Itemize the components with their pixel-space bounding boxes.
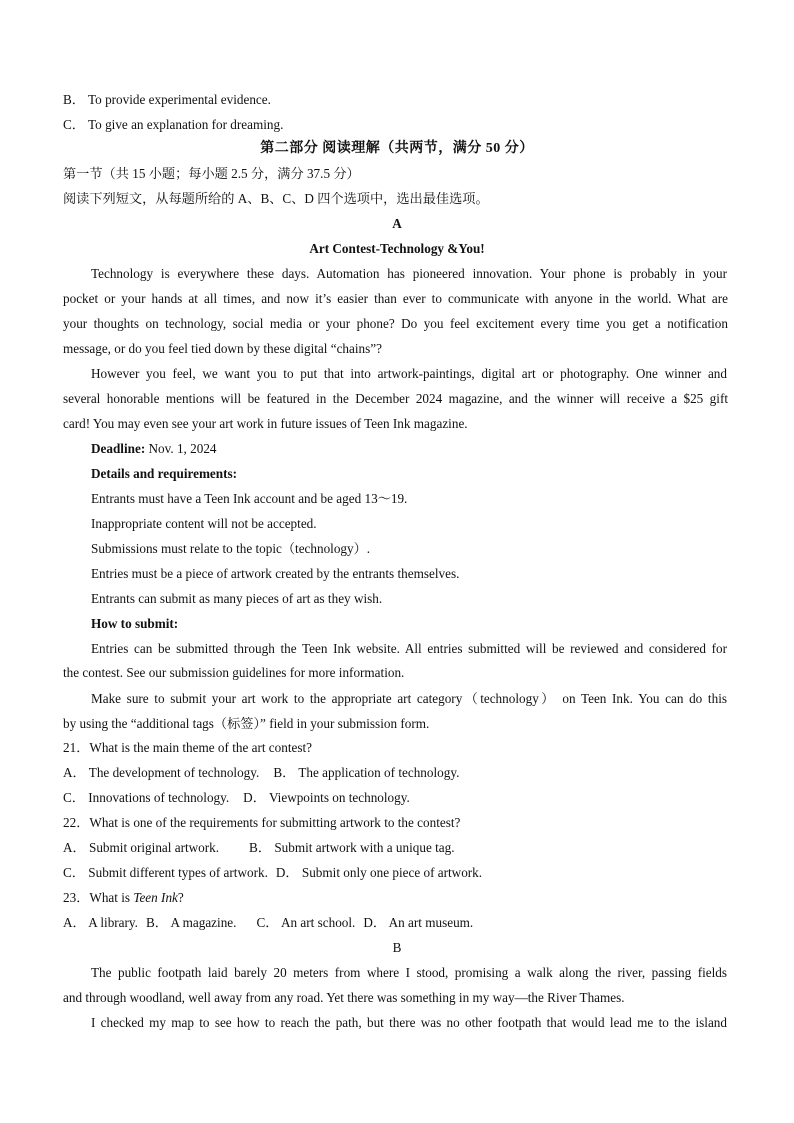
question-22-options-cd — [63, 864, 482, 882]
passage-a-p2-line: card! You may even see your art work in future issues of Teen Ink magazine. — [63, 416, 468, 431]
passage-a-p2-line: However you feel, we want you to put that into artwork-paintings, digital art or photography. One winner and — [91, 366, 727, 381]
passage-a-p3-line: the contest. See our submission guidelines for more information. — [63, 665, 405, 680]
requirement-item: Inappropriate content will not be accepted. — [91, 516, 317, 531]
section-instruction: 阅读下列短文，从每题所给的 A、B、C、D 四个选项中，选出最佳选项。 — [63, 191, 489, 206]
q23-option-d: D． An art museum. — [363, 915, 474, 930]
q21-option-a: A． The development of technology. — [63, 765, 260, 780]
passage-a-title: Art Contest-Technology &You! — [309, 241, 485, 256]
passage-a-label: A — [392, 216, 402, 231]
question-21-options-ab — [63, 764, 459, 782]
deadline — [91, 440, 217, 458]
teen-ink-italic: Teen Ink — [133, 890, 178, 905]
prev-option-c: C． To give an explanation for dreaming. — [63, 117, 284, 132]
q22-option-d: D． Submit only one piece of artwork. — [275, 865, 483, 880]
q22-option-a: A． Submit original artwork. — [63, 840, 220, 855]
q23-option-c: C． An art school. — [256, 915, 356, 930]
q21-option-c: C． Innovations of technology. — [63, 790, 230, 805]
q21-option-d: D． Viewpoints on technology. — [243, 790, 410, 805]
question-21-options-cd — [63, 789, 410, 807]
q22-option-b: B． Submit artwork with a unique tag. — [249, 840, 455, 855]
question-21-stem: 21．What is the main theme of the art contest? — [63, 740, 313, 755]
details-heading: Details and requirements: — [91, 466, 238, 481]
passage-a-p4-line: by using the “additional tags（标签）” field in your submission form. — [63, 716, 430, 731]
deadline-value: Nov. 1, 2024 — [145, 441, 217, 456]
requirement-item: Entrants can submit as many pieces of art as they wish. — [91, 591, 383, 606]
requirement-item: Entries must be a piece of artwork created by the entrants themselves. — [91, 566, 460, 581]
part-title: 第二部分 阅读理解（共两节，满分 50 分） — [260, 141, 534, 156]
q22-option-c: C． Submit different types of artwork. — [63, 865, 268, 880]
prev-option-b: B． To provide experimental evidence. — [63, 92, 271, 107]
question-22-stem: 22．What is one of the requirements for submitting artwork to the contest? — [63, 815, 461, 830]
q21-option-b: B． The application of technology. — [273, 765, 460, 780]
q23-option-a: A． A library. — [63, 915, 138, 930]
passage-a-p1-line: message, or do you feel tied down by these digital “chains”? — [63, 341, 382, 356]
deadline-label: Deadline: — [91, 441, 146, 456]
requirement-item: Entrants must have a Teen Ink account and be aged 13～19. — [91, 491, 408, 506]
requirement-item: Submissions must relate to the topic（technology）. — [91, 541, 371, 556]
passage-b-p2-line: I checked my map to see how to reach the path, but there was no other footpath that would lead me to the island — [91, 1015, 727, 1030]
passage-b-label: B — [392, 940, 402, 955]
passage-b-p1-line: The public footpath laid barely 20 meters from where I stood, promising a walk along the river, passing fields — [91, 965, 727, 980]
passage-a-p1-line: pocket or your hands at all times, and now it’s easier than ever to communicate with anyone in the world. What are — [63, 291, 728, 306]
q23-option-b: B． A magazine. — [145, 915, 237, 930]
question-22-options-ab — [63, 839, 455, 857]
section-title: 第一节（共 15 小题；每小题 2.5 分，满分 37.5 分） — [63, 166, 360, 181]
passage-a-p2-line: several honorable mentions will be featured in the December 2024 magazine, and the winner will receive a $25 gift — [63, 391, 728, 406]
passage-a-p3-line: Entries can be submitted through the Teen Ink website. All entries submitted will be reviewed and considered for — [91, 641, 727, 656]
submit-heading: How to submit: — [91, 616, 179, 631]
passage-b-p1-line: and through woodland, well away from any road. Yet there was something in my way—the River Thames. — [63, 990, 625, 1005]
passage-a-p1-line: Technology is everywhere these days. Automation has pioneered innovation. Your phone is probably in your — [91, 266, 727, 281]
question-23-stem: 23．What is Teen Ink? — [63, 890, 184, 905]
passage-a-p4-line: Make sure to submit your art work to the appropriate art category（technology） on Teen Ink. You can do this — [91, 691, 727, 706]
question-23-options — [63, 914, 473, 932]
passage-a-p1-line: your thoughts on technology, social media or your phone? Do you feel excitement every time you get a notification — [63, 316, 728, 331]
